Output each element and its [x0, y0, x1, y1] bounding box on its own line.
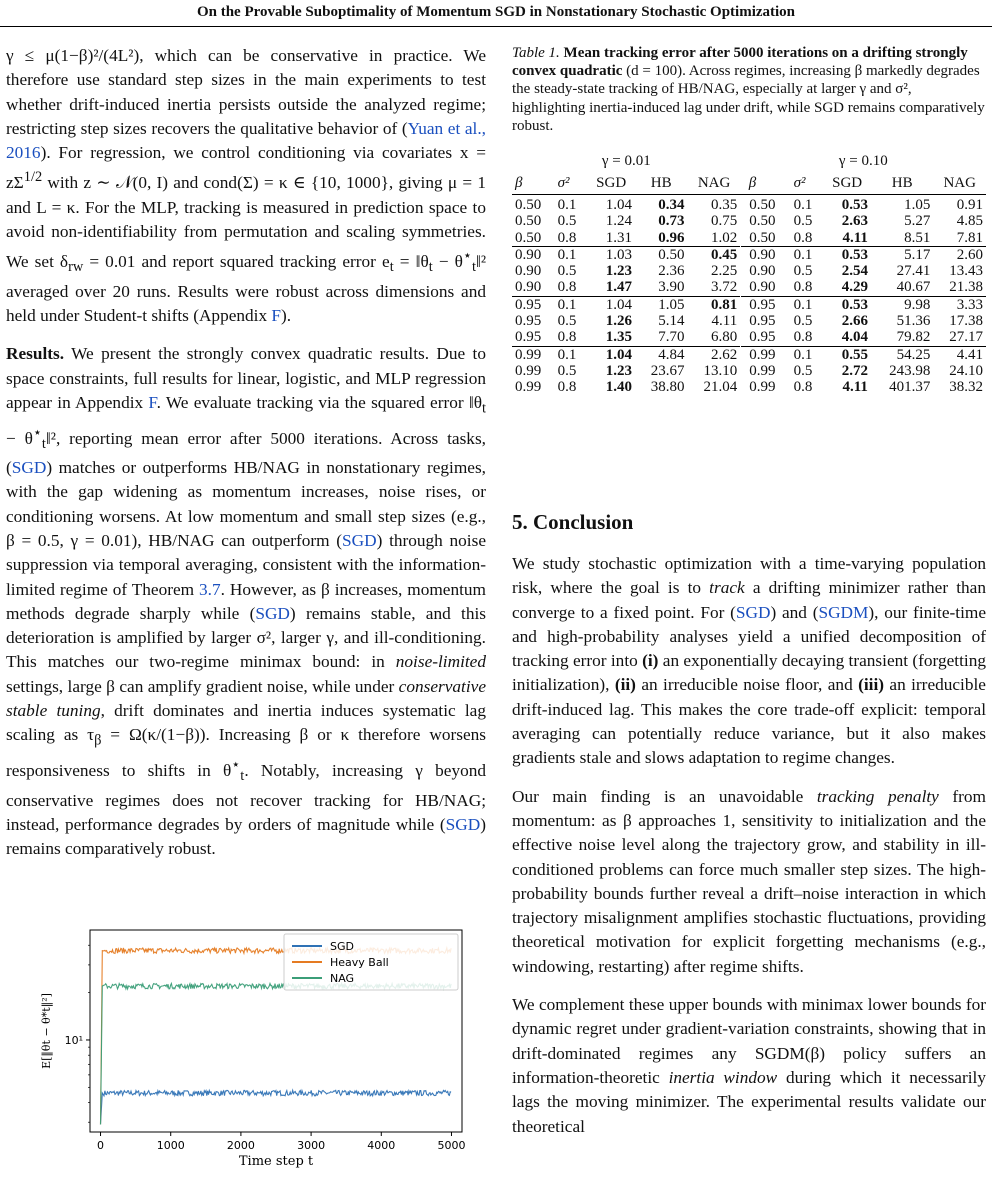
table-cell: 1.23	[605, 263, 632, 280]
table-cell: 54.25	[871, 346, 933, 363]
table-cell: 0.90	[515, 263, 542, 280]
table-cell: 4.84	[635, 346, 688, 363]
table-cell: 0.96	[658, 229, 685, 246]
table-cell: 0.1	[791, 195, 824, 214]
sgd-link[interactable]: SGD	[735, 602, 771, 622]
table-cell: 3.33	[933, 296, 986, 313]
table-cell: 40.67	[896, 279, 931, 296]
left-column	[6, 44, 486, 862]
group-header-right: γ = 0.10	[838, 153, 888, 169]
table-row	[512, 246, 986, 263]
table-cell: 0.90	[749, 263, 776, 280]
table-row	[512, 230, 986, 247]
table-row	[512, 263, 986, 279]
x-tick-label: 2000	[226, 1139, 255, 1152]
table-cell: 4.41	[933, 346, 986, 363]
table-cell: 0.1	[791, 246, 824, 263]
table-cell: 1.47	[605, 279, 632, 296]
table-cell: 51.36	[896, 313, 931, 330]
table-cell: 0.5	[793, 263, 813, 280]
y-axis-label: E[‖θt − θ*t‖²]	[40, 993, 53, 1069]
table-cell: 0.99	[749, 362, 776, 379]
table-cell: 0.50	[749, 213, 776, 230]
results-heading: Results.	[6, 344, 65, 364]
sgd-link[interactable]: SGD	[255, 603, 290, 623]
column-header: σ²	[555, 172, 588, 195]
table-cell: 5.27	[904, 213, 931, 230]
table-cell: 0.53	[823, 195, 871, 214]
table-row	[512, 279, 986, 296]
table-cell: 3.90	[658, 279, 685, 296]
table-cell: 13.43	[949, 263, 983, 280]
table-cell: 1.24	[605, 213, 632, 230]
table-cell: 0.5	[557, 213, 577, 230]
table-cell: 24.10	[949, 362, 983, 379]
table-cell: 0.8	[557, 329, 577, 346]
table-cell: 0.8	[557, 279, 577, 296]
table-cell: 1.04	[587, 346, 635, 363]
table-cell: 0.1	[555, 246, 588, 263]
running-header: On the Provable Suboptimality of Momentum SGD in Nonstationary Stochastic Optimization	[0, 0, 992, 27]
table-cell: 0.8	[793, 279, 813, 296]
table-cell: 0.95	[515, 329, 542, 346]
table-cell: 6.80	[710, 329, 738, 346]
table-cell: 23.67	[650, 362, 685, 379]
table-cell: 4.11	[842, 229, 868, 246]
table-cell: 13.10	[703, 362, 738, 379]
sgd-link[interactable]: SGD	[445, 814, 481, 834]
legend-label: Heavy Ball	[330, 956, 389, 969]
section-heading: 5. Conclusion	[512, 510, 634, 534]
table-row	[512, 213, 986, 229]
table-cell: 0.90	[741, 246, 791, 263]
table-cell: 7.70	[658, 329, 685, 346]
table-cell: 0.35	[688, 195, 741, 214]
table-cell: 0.90	[515, 279, 542, 296]
table-cell: 1.31	[605, 229, 632, 246]
table-cell: 0.5	[557, 362, 577, 379]
sgd-link[interactable]: SGD	[342, 531, 377, 550]
appendix-link[interactable]: F	[271, 305, 282, 325]
table-cell: 1.05	[871, 195, 933, 214]
table-cell: 0.8	[793, 329, 813, 346]
table-cell: 21.38	[949, 279, 983, 296]
table-cell: 0.50	[741, 195, 791, 214]
table-cell: 38.80	[650, 379, 685, 396]
theorem-link[interactable]: 3.7	[199, 579, 221, 599]
table-cell: 2.36	[658, 263, 685, 280]
table-cell: 0.1	[555, 346, 588, 363]
table-cell: 1.03	[587, 246, 635, 263]
sgd-link[interactable]: SGD	[11, 458, 47, 478]
table-cell: 0.50	[515, 213, 542, 230]
table-cell: 0.50	[515, 229, 542, 246]
table-cell: 0.91	[933, 195, 986, 214]
table-cell: 2.63	[841, 213, 868, 230]
table-row	[512, 363, 986, 379]
table-row	[512, 379, 986, 395]
table-cell: 38.32	[949, 379, 983, 396]
legend-label: NAG	[330, 972, 355, 985]
table-cell: 0.73	[658, 213, 685, 230]
legend-label: SGD	[330, 940, 354, 953]
x-tick-label: 3000	[297, 1139, 326, 1152]
table-cell: 0.50	[512, 195, 555, 214]
table-cell: 9.98	[871, 296, 933, 313]
table-cell: 79.82	[896, 329, 931, 346]
table-cell: 1.02	[710, 229, 738, 246]
table-cell: 0.99	[515, 362, 542, 379]
table-cell: 2.62	[688, 346, 741, 363]
conclusion-column	[512, 552, 986, 1139]
table-row	[512, 313, 986, 329]
table-cell: 0.8	[557, 379, 577, 396]
table-cell: 0.5	[793, 213, 813, 230]
appendix-link[interactable]: F	[148, 392, 157, 412]
chart-svg	[16, 924, 476, 1184]
table-cell: 2.72	[841, 362, 868, 379]
table-cell: 2.66	[841, 313, 868, 330]
x-tick-label: 5000	[437, 1139, 466, 1152]
table-cell: 0.95	[749, 313, 776, 330]
table-cell: 17.38	[949, 313, 983, 330]
table-cell: 0.90	[512, 246, 555, 263]
table-cell: 21.04	[703, 379, 738, 396]
table-cell: 0.45	[688, 246, 741, 263]
table-cell: 0.5	[557, 263, 577, 280]
table-cell: 0.50	[635, 246, 688, 263]
column-header: HB	[635, 172, 688, 195]
table-row	[512, 195, 986, 214]
table-row	[512, 346, 986, 363]
column-header: β	[512, 172, 555, 195]
table-cell: 0.34	[635, 195, 688, 214]
table-cell: 0.1	[555, 296, 588, 313]
table-cell: 0.1	[555, 195, 588, 214]
results-paragraph: Results. We present the strongly convex quadratic results. Due to space constraints, full results for linear, logistic, and MLP regression appear in Appendix F. We evaluate tracking via the squared error $‖\theta_t$ − $\theta^⋆_t‖^2$, reporting mean error after 5000 iterations. Across tasks, (SGD) matches or outperforms HB/NAG in nonstationary regimes, with the gap widening as momentum increases, noise rises, or conditioning worsens. At low momentum and small step sizes (e.g., β = 0.5, γ = 0.01), HB/NAG can outperform (SGD) through noise suppression via temporal averaging, consistent with the information-limited regime of Theorem 3.7. However, as β increases, momentum methods degrade sharply while (SGD) remains stable, and this deterioration is amplified by larger σ², larger γ, and ill-conditioning. This matches our two-regime minimax bound: in noise-limited settings, large β can amplify gradient noise, while under conservative stable tuning, drift dominates and inertia induces systematic lag scaling as $\tau_\beta = \Omega(\kappa/(1-\beta))$. Increasing β or κ therefore worsens responsiveness to shifts in $\theta^⋆_t$. Notably, increasing γ beyond conservative regimes does not recover tracking for HB/NAG; instead, performance degrades by orders of magnitude while (SGD) remains comparatively robust.	[6, 344, 487, 859]
table-cell: 0.90	[749, 279, 776, 296]
table-cell: 0.8	[793, 229, 813, 246]
column-header: SGD	[823, 172, 871, 195]
conclusion-paragraph-2: Our main finding is an unavoidable tracking penalty from momentum: as β approaches 1, sensitivity to initialization and the effective noise level along the trajectory grow, and stability in ill-conditioned problems can force much smaller step sizes. The high-probability bounds further reveal a drift–noise interaction in which trajectory misalignment amplifies stochastic fluctuations, providing theoretical motivation for explicit forgetting mechanisms (e.g., windowing, restarting) after regime shifts.	[512, 786, 986, 976]
table-cell: 4.11	[711, 313, 738, 330]
table-cell: 3.72	[710, 279, 738, 296]
table-cell: 0.8	[557, 229, 577, 246]
table-cell: 0.5	[793, 362, 813, 379]
y-tick-label: 10¹	[64, 1033, 83, 1047]
column-header: NAG	[688, 172, 741, 195]
citation-link[interactable]: Yuan et al., 2016	[6, 118, 486, 163]
table-cell: 27.41	[896, 263, 931, 280]
table-cell: 0.8	[793, 379, 813, 396]
table-cell: 1.04	[587, 296, 635, 313]
table-cell: 0.99	[741, 346, 791, 363]
table-cell: 4.11	[842, 379, 868, 396]
column-header: SGD	[587, 172, 635, 195]
column-header: β	[741, 172, 791, 195]
table-row	[512, 329, 986, 346]
table-cell: 1.23	[605, 362, 632, 379]
table-cell: 0.55	[823, 346, 871, 363]
table-cell: 0.1	[791, 346, 824, 363]
table-cell: 1.05	[635, 296, 688, 313]
table-cell: 4.85	[956, 213, 983, 230]
x-tick-label: 0	[97, 1139, 105, 1152]
table-cell: 2.54	[841, 263, 868, 280]
table-cell: 0.53	[823, 296, 871, 313]
table-cell: 0.53	[823, 246, 871, 263]
column-header: HB	[871, 172, 933, 195]
group-header-left: γ = 0.01	[601, 153, 651, 169]
methods-paragraph: γ ≤ μ(1−β)²/(4L²), which can be conservative in practice. We therefore use standard step sizes in the main experiments to test whether drift-induced inertia persists outside the analyzed regime; restricting step sizes recovers the qualitative behavior of (Yuan et al., 2016). For regression, we control conditioning via covariates $x = z\Sigma^{1/2}$ with z ∼ 𝒩(0, I) and cond(Σ) = κ ∈ {10, 1000}, giving μ = 1 and L = κ. For the MLP, tracking is measured in prediction space to avoid non-identifiability from permutation and scaling symmetries. We set $\delta_{rw} = 0.01$ and report squared tracking error $e_t$ = $‖\theta_t$ − $\theta^⋆_t‖^2$ averaged over 20 runs. Results were robust across dimensions and held under Student-t shifts (Appendix F).	[6, 46, 487, 325]
table-cell: 1.26	[605, 313, 632, 330]
table-cell: 0.99	[515, 379, 542, 396]
series-line-sgd	[101, 1090, 452, 1124]
table-cell: 27.17	[949, 329, 983, 346]
table-caption: Table 1. Mean tracking error after 5000 iterations on a drifting strongly convex quadratic (d = 100). Across regimes, increasing β markedly degrades the steady-state tracking of HB/NAG, especially at larger γ and σ², highlighting inertia-induced lag under drift, while SGD remains comparatively robust.	[512, 45, 985, 134]
table-cell: 0.99	[749, 379, 776, 396]
table-cell: 0.99	[512, 346, 555, 363]
table-cell: 0.5	[793, 313, 813, 330]
table-cell: 4.04	[841, 329, 868, 346]
x-tick-label: 1000	[156, 1139, 185, 1152]
tracking-error-chart	[16, 924, 476, 1184]
table-cell: 2.60	[933, 246, 986, 263]
table-cell: 1.04	[587, 195, 635, 214]
table-cell: 5.14	[658, 313, 685, 330]
table-cell: 2.25	[710, 263, 738, 280]
table-cell: 0.95	[741, 296, 791, 313]
conclusion-paragraph-1: We study stochastic optimization with a time-varying population risk, where the goal is to track a drifting minimizer rather than converge to a fixed point. For (SGD) and (SGDM), our finite-time and high-probability analyses yield a unified decomposition of tracking error into (i) an exponentially decaying transient (forgetting initialization), (ii) an irreducible noise floor, and (iii) an irreducible drift-induced lag. This makes the core trade-off explicit: temporal averaging can potentially reduce variance, but it also makes gradients stale and slows adaptation to regime changes.	[512, 554, 986, 768]
table-cell: 0.50	[749, 229, 776, 246]
table-cell: 0.75	[710, 213, 738, 230]
x-tick-label: 4000	[367, 1139, 396, 1152]
results-table	[512, 150, 986, 396]
series-line-nag	[101, 984, 452, 1125]
table-cell: 401.37	[889, 379, 931, 396]
table-cell: 1.40	[605, 379, 632, 396]
table-cell: 4.29	[841, 279, 868, 296]
column-header: NAG	[933, 172, 986, 195]
table-row	[512, 296, 986, 313]
table-cell: 0.1	[791, 296, 824, 313]
column-header: σ²	[791, 172, 824, 195]
table-cell: 7.81	[956, 229, 983, 246]
table-cell: 0.5	[557, 313, 577, 330]
table-cell: 0.95	[515, 313, 542, 330]
sgdm-link[interactable]: SGDM	[818, 602, 869, 622]
table-cell: 5.17	[871, 246, 933, 263]
table-cell: 1.35	[605, 329, 632, 346]
table-cell: 8.51	[904, 229, 931, 246]
table-cell: 0.81	[688, 296, 741, 313]
table-cell: 0.95	[512, 296, 555, 313]
conclusion-paragraph-3: We complement these upper bounds with minimax lower bounds for dynamic regret under gradient-variation constraints, showing that in drift-dominated regimes any SGDM(β) policy suffers an information-theoretic inertia window during which it necessarily lags the moving minimizer. The experimental results validate our theoretical	[512, 995, 986, 1136]
table-cell: 0.95	[749, 329, 776, 346]
table-cell: 243.98	[889, 362, 931, 379]
x-axis-label: Time step t	[238, 1154, 314, 1169]
